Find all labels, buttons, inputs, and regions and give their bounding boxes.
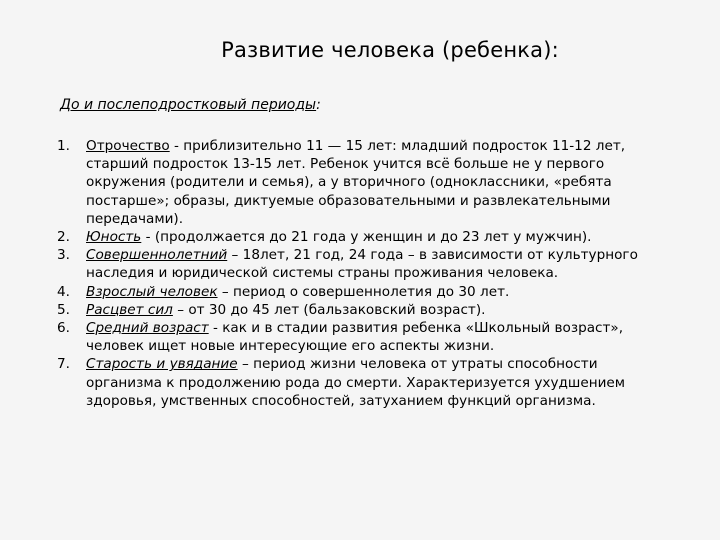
item-description: – период жизни человека от утраты способности организма к продолжению рода до смерти. Характеризуется ухудшением здоровья, умственных способностей, затуханием функций организма. [86, 356, 626, 409]
item-term: Отрочество [86, 138, 170, 154]
item-description: – от 30 до 45 лет (бальзаковский возраст). [172, 301, 486, 318]
item-number: 4. [57, 283, 70, 300]
item-number: 7. [57, 356, 70, 373]
item-number: 3. [57, 247, 70, 264]
list-item [57, 355, 677, 410]
item-number: 5. [57, 301, 70, 318]
item-term: Средний возраст [86, 320, 209, 337]
list-item [57, 301, 677, 319]
subtitle-text: До и послеподростковый периоды [60, 97, 317, 113]
item-description: – 18лет, 21 год, 24 года – в зависимости от культурного наследия и юридической системы страны проживания человека. [86, 247, 638, 282]
item-number: 2. [57, 229, 70, 246]
item-term: Юность [86, 229, 142, 246]
item-description: - приблизительно 11 — 15 лет: младший подросток 11-12 лет, старший подросток 13-15 лет. Ребенок учится всё больше не у первого окружения (родители и семья), а у вторичного (одноклассники, «ребята постарше»; образы, диктуемые образовательными и развлекательными передачами). [86, 138, 626, 227]
list-item [57, 246, 677, 282]
stages-list [57, 137, 677, 410]
item-description: - (продолжается до 21 года у женщин и до 23 лет у мужчин). [141, 229, 592, 246]
list-item [57, 319, 677, 355]
item-number: 1. [57, 138, 70, 154]
item-term: Расцвет сил [86, 301, 173, 318]
list-item [57, 137, 677, 228]
item-description: – период о совершеннолетия до 30 лет. [217, 283, 510, 300]
list-item [57, 283, 677, 301]
subtitle-colon: : [316, 97, 321, 113]
item-term: Совершеннолетний [86, 247, 228, 264]
section-subtitle [60, 97, 321, 113]
item-term: Старость и увядание [86, 356, 238, 373]
item-number: 6. [57, 320, 70, 337]
list-item [57, 228, 677, 246]
item-description: - как и в стадии развития ребенка «Школьный возраст», человек ищет новые интересующие его аспекты жизни. [86, 320, 624, 355]
item-term: Взрослый человек [86, 283, 218, 300]
slide-title: Развитие человека (ребенка): [221, 38, 559, 62]
